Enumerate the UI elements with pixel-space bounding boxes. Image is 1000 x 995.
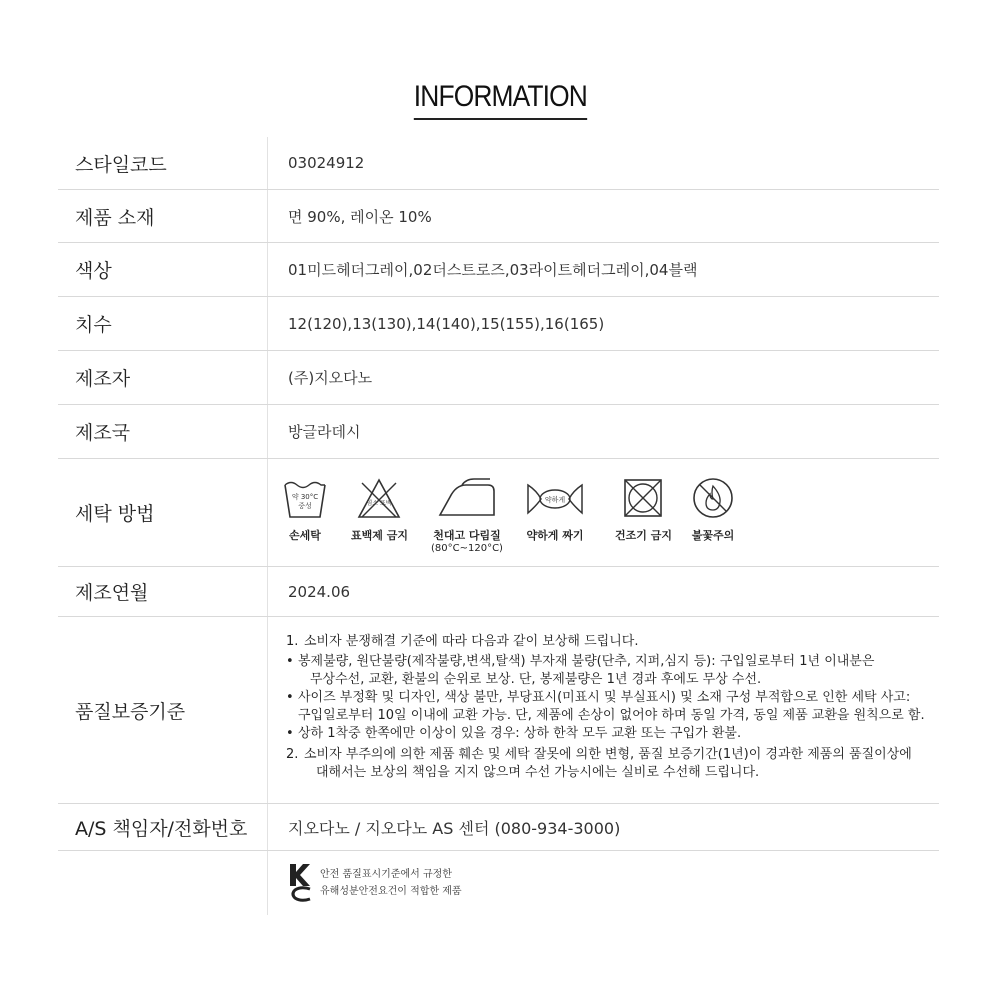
care-caption: 표백제 금지	[351, 529, 408, 542]
item-text: 소비자 부주의에 의한 제품 훼손 및 세탁 잘못에 의한 변형, 품질 보증기간(1년)이 경과한 제품의 품질이상에	[304, 747, 912, 762]
bullet: •	[286, 690, 294, 705]
row-value: 01미드헤더그레이,02더스트로즈,03라이트헤더그레이,04블랙	[288, 261, 698, 279]
quality-text	[286, 633, 936, 782]
row-label: 스타일코드	[75, 153, 167, 176]
care-caption: 약하게 짜기	[526, 529, 584, 542]
row-value: 03024912	[288, 154, 365, 172]
row-date	[58, 567, 939, 617]
row-label: 제조국	[75, 422, 131, 444]
row-value: 12(120),13(130),14(140),15(155),16(165)	[288, 314, 605, 333]
care-fire-caution	[691, 477, 735, 543]
care-iron	[431, 477, 503, 554]
row-country	[58, 405, 939, 459]
care-caption: 천대고 다림질	[433, 529, 501, 542]
gentle-wring-icon	[525, 477, 585, 521]
page-title: INFORMATION	[413, 78, 586, 120]
kc-text	[320, 866, 462, 900]
no-bleach-icon	[356, 477, 402, 521]
hand-wash-neutral: 중성	[298, 502, 312, 510]
care-hand-wash	[283, 477, 327, 543]
kc-line: 안전 품질표시기준에서 규정한	[320, 869, 452, 880]
bullet-line: 봉제불량, 원단불량(제작불량,변색,탈색) 부자재 불량(단추, 지퍼,심지 등): 구입일로부터 1년 이내분은	[298, 654, 875, 669]
no-tumble-dry-icon	[621, 477, 665, 521]
item-text: 소비자 분쟁해결 기준에 따라 다음과 같이 보상해 드립니다.	[304, 634, 639, 649]
quality-item-2	[286, 746, 936, 782]
row-as	[58, 804, 939, 851]
kc-logo-icon	[288, 862, 314, 902]
kc-line: 유해성분안전요건이 적합한 제품	[320, 886, 462, 897]
quality-bullet-1	[286, 653, 936, 689]
no-bleach-inner: 염소 표백	[366, 500, 393, 507]
row-material	[58, 190, 939, 243]
bullet: •	[286, 654, 294, 669]
row-label: 제품 소재	[75, 206, 155, 229]
care-caption: 건조기 금지	[615, 529, 672, 542]
fire-caution-icon	[691, 477, 735, 521]
row-value: 지오다노 / 지오다노 AS 센터 (080-934-3000)	[288, 818, 621, 838]
care-gentle-wring	[525, 477, 585, 543]
bullet-line: 무상수선, 교환, 환불의 순위로 보상. 단, 봉제불량은 1년 경과 후에도 무상 수선.	[310, 672, 762, 687]
care-caption: 손세탁	[289, 529, 321, 542]
row-value: 2024.06	[288, 582, 351, 601]
row-value: 면 90%, 레이온 10%	[288, 207, 432, 226]
row-label: 색상	[75, 260, 112, 282]
row-washing	[58, 459, 939, 567]
hand-wash-icon	[283, 477, 327, 521]
row-color	[58, 243, 939, 297]
quality-bullet-3	[286, 725, 936, 743]
quality-item-1	[286, 633, 936, 651]
row-label: 품질보증기준	[75, 700, 186, 723]
row-size	[58, 297, 939, 351]
bullet: •	[286, 726, 294, 741]
row-label: 치수	[75, 314, 112, 336]
row-label: 제조연월	[75, 582, 149, 604]
quality-bullet-2	[286, 689, 936, 725]
bullet-line: 상하 1착중 한쪽에만 이상이 있을 경우: 상하 한착 모두 교환 또는 구입가 환불.	[298, 726, 742, 741]
bullet-line: 구입일로부터 10일 이내에 교환 가능. 단, 제품에 손상이 없어야 하며 동일 가격, 동일 제품 교환을 원칙으로 함.	[298, 708, 925, 723]
title-wrap	[0, 78, 1000, 120]
iron-icon	[436, 477, 498, 521]
row-value: (주)지오다노	[288, 369, 373, 387]
bullet-line: 사이즈 부정확 및 디자인, 색상 불만, 부당표시(미표시 및 부실표시) 및 소재 구성 부적합으로 인한 세탁 사고:	[298, 690, 911, 705]
row-style-code	[58, 137, 939, 190]
item-number: 1.	[286, 634, 299, 649]
row-label: 세탁 방법	[75, 503, 155, 525]
row-maker	[58, 351, 939, 405]
row-label: A/S 책임자/전화번호	[75, 817, 248, 840]
row-label: 제조자	[75, 368, 131, 390]
care-no-tumble-dry	[615, 477, 672, 543]
hand-wash-temp: 약 30°C	[291, 493, 319, 501]
care-sub-caption: (80°C~120°C)	[431, 543, 503, 554]
row-value: 방글라데시	[288, 423, 361, 441]
info-table	[58, 137, 939, 851]
care-no-bleach	[351, 477, 408, 543]
care-caption: 불꽃주의	[691, 529, 735, 542]
item-number: 2.	[286, 747, 299, 762]
gentle-wring-inner: 약하게	[544, 496, 566, 504]
row-quality	[58, 617, 939, 804]
kc-certification	[288, 862, 462, 906]
item-text: 대해서는 보상의 책임을 지지 않으며 수선 가능시에는 실비로 수선해 드립니다.	[316, 765, 760, 780]
